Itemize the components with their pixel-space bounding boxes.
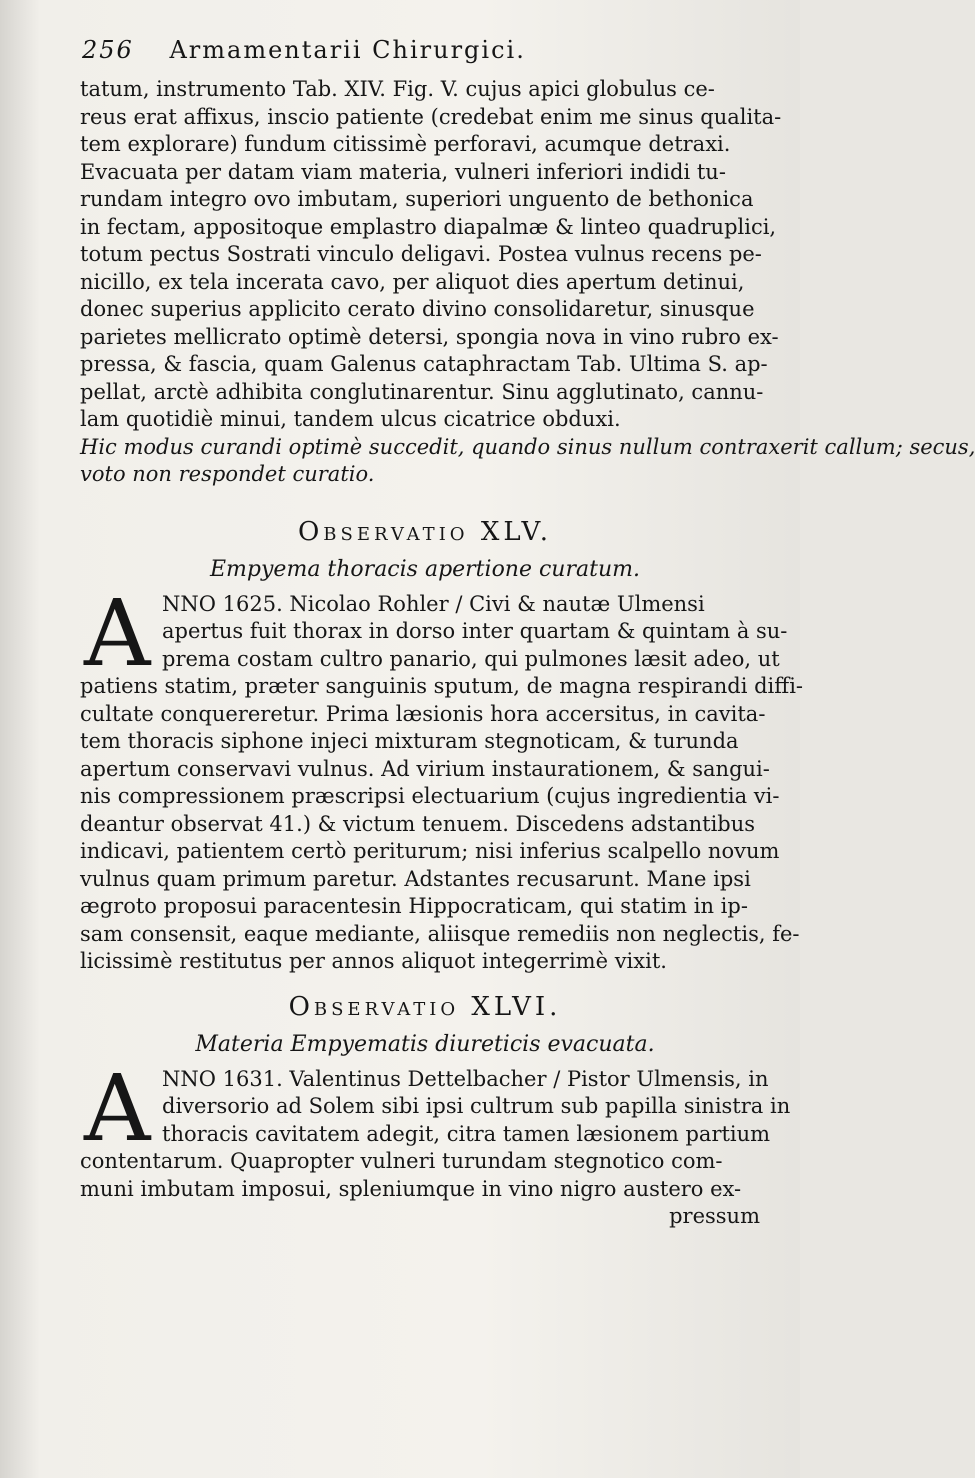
text-line: pellat, arctè adhibita conglutinarentur. Sinu agglutinato, cannu- <box>80 379 764 404</box>
text-line: contentarum. Quapropter vulneri turundam stegnotico com- <box>80 1149 723 1173</box>
text-line: muni imbutam imposui, spleniumque in vino nigro austero ex- <box>80 1176 742 1201</box>
text-line: NNO 1625. Nicolao Rohler / Civi & nautæ Ulmensi <box>162 591 705 616</box>
text-line: nis compressionem præscripsi electuarium (cujus ingredientia vi- <box>80 784 780 808</box>
text-line: deantur observat 41.) & victum tenuem. Discedens adstantibus <box>80 811 756 836</box>
text-line: prema costam cultro panario, qui pulmones læsit adeo, ut <box>162 646 780 671</box>
text-line: patiens statim, præter sanguinis sputum, de magna respirandi diffi- <box>80 674 804 698</box>
text-line: ægroto proposui paracentesin Hippocraticam, qui statim in ip- <box>80 894 748 918</box>
text-line: vulnus quam primum paretur. Adstantes recusarunt. Mane ipsi <box>80 866 751 891</box>
running-head <box>82 36 642 64</box>
text-line: NNO 1631. Valentinus Dettelbacher / Pistor Ulmensis, in <box>162 1066 769 1091</box>
text-line: licissimè restitutus per annos aliquot integerrimè vixit. <box>80 949 667 973</box>
catchword: pressum <box>669 1204 760 1228</box>
text-line: tatum, instrumento Tab. XIV. Fig. V. cujus apici globulus ce- <box>80 77 715 101</box>
text-line: totum pectus Sostrati vinculo deligavi. Postea vulnus recens pe- <box>80 242 762 266</box>
text-line: thoracis cavitatem adegit, citra tamen læsionem partium <box>162 1121 771 1146</box>
text-line: donec superius applicito cerato divino consolidaretur, sinusque <box>80 297 755 321</box>
italic-line: voto non respondet curatio. <box>80 462 375 486</box>
text-line: cultate conquereretur. Prima læsionis hora accersitus, in cavita- <box>80 701 766 726</box>
text-line: apertus fuit thorax in dorso inter quartam & quintam à su- <box>162 619 788 643</box>
text-line: tem thoracis siphone injeci mixturam stegnoticam, & turunda <box>80 729 739 753</box>
text-line: diversorio ad Solem sibi ipsi cultrum sub papilla sinistra in <box>162 1094 791 1118</box>
text-line: nicillo, ex tela incerata cavo, per aliquot dies apertum detinui, <box>80 269 745 294</box>
observation-title-45: Observatio XLV. <box>297 516 553 547</box>
observation-title-46: Observatio XLVI. <box>288 991 562 1022</box>
text-line: tem explorare) fundum citissimè perforavi, acumque detraxi. <box>80 132 731 156</box>
text-line: sam consensit, eaque mediante, aliisque remediis non neglectis, fe- <box>80 921 800 946</box>
text-line: in fectam, appositoque emplastro diapalmæ & linteo quadruplici, <box>80 214 777 239</box>
text-line: reus erat affixus, inscio patiente (credebat enim me sinus qualita- <box>80 104 782 129</box>
observation-subtitle-45: Empyema thoracis apertione curatum. <box>210 556 640 582</box>
text-line: rundam integro ovo imbutam, superiori unguento de bethonica <box>80 187 754 211</box>
body-text <box>80 76 975 1231</box>
drop-cap: A <box>84 579 151 687</box>
running-title: Armamentarii Chirurgici. <box>169 36 526 64</box>
text-line: Evacuata per datam viam materia, vulneri inferiori indidi tu- <box>80 159 726 184</box>
text-line: pressa, & fascia, quam Galenus cataphractam Tab. Ultima S. ap- <box>80 352 768 376</box>
observation-46-paragraph <box>80 1054 791 1231</box>
page-number: 256 <box>82 36 134 64</box>
text-line: parietes mellicrato optimè detersi, spongia nova in vino rubro ex- <box>80 324 779 349</box>
italic-line: Hic modus curandi optimè succedit, quando sinus nullum contraxerit callum; secus, <box>80 434 975 459</box>
text-line: lam quotidiè minui, tandem ulcus cicatrice obduxi. <box>80 407 621 431</box>
observation-subtitle-46: Materia Empyematis diureticis evacuata. <box>195 1031 655 1057</box>
text-line: indicavi, patientem certò periturum; nisi inferius scalpello novum <box>80 839 780 863</box>
drop-cap: A <box>84 1054 151 1162</box>
text-line: apertum conservavi vulnus. Ad virium instaurationem, & sangui- <box>80 756 770 781</box>
observation-45-paragraph <box>80 579 804 976</box>
